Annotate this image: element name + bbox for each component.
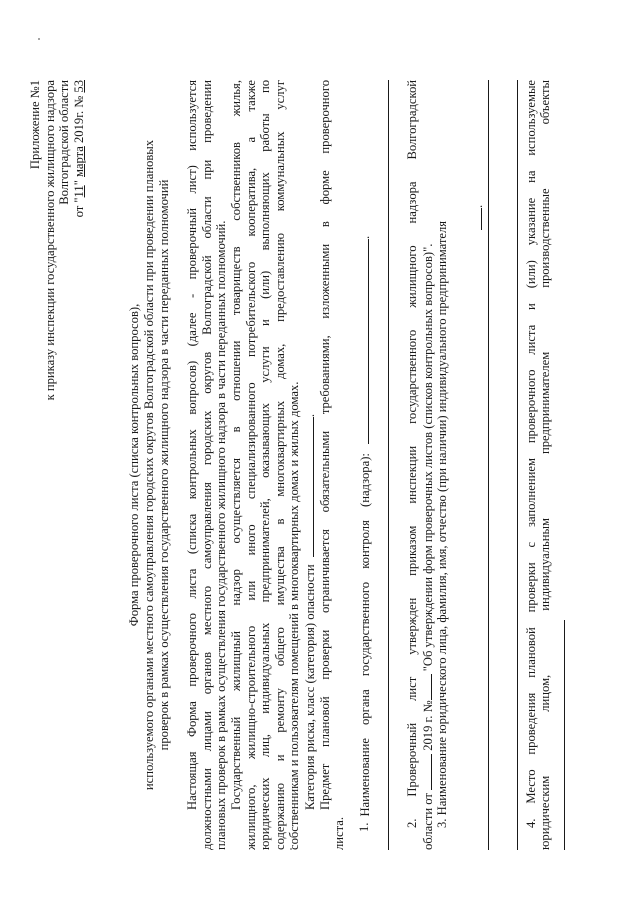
risk-category-label: Категория риска, класс (категория) опасности [302,564,317,810]
scope-line-4: содержанию и ремонту общего имущества в многоквартирных домах, предоставлению коммунальных услуг [272,80,287,850]
item-3-number: 3. [435,818,450,828]
date-prefix: от " [71,197,86,218]
item-2-order-title: "Об утверждении форм проверочных листов (списков контрольных вопросов)". [420,243,435,672]
item-1-number: 1. [356,822,371,832]
date-year: 2019г. № [71,92,86,147]
subject-line-2: листа. [332,816,347,850]
date-month: марта [71,146,86,177]
date-day: 11 [71,185,86,198]
item-4-line-1 [524,80,539,828]
item-1-body: Наименование органа государственного контроля (надзора): . [357,235,372,817]
item-2-date-label: области от [420,793,435,850]
risk-category-row: Категория риска, класс (категория) опасности . [302,414,317,810]
item-4-line-2: юридическим лицом, индивидуальным предпринимателем производственные объекты [538,80,553,850]
item-2 [405,80,420,850]
risk-category-field[interactable] [302,417,314,557]
approval-number-field[interactable] [420,674,432,700]
item-1-answer-rule [388,80,389,850]
subject-line-1: Предмет плановой проверки ограничивается обязательными требованиями, изложенными в форме проверочного [317,80,332,810]
form-title [127,80,171,850]
title-line-2: используемого органами местного самоуправления городских округов Волгоградской области при проведении плановых [141,139,156,791]
item-3-answer-rule-2 [517,80,518,850]
intro-line-1: Настоящая Форма проверочного листа (списка контрольных вопросов) (далее - проверочный лист) используется [185,80,200,810]
appendix-date [72,80,87,850]
approval-date-field[interactable] [420,754,432,790]
appendix-order-ref: к приказу инспекции государственного жилищного надзора [42,80,57,401]
scope-line-5: собственникам и пользователям помещений в многоквартирных домах и жилых домах. [287,381,302,850]
subject-paragraph [318,80,347,850]
intro-line-2: должностными лицами органов местного самоуправления городских округов Волгоградской области при проведении [199,80,214,850]
item-2-text: Проверочный лист утвержден приказом инспекции государственного жилищного надзора Волгоградской [405,79,420,797]
appendix-title: Приложение №1 [28,80,42,170]
item-2-line-1 [405,80,420,828]
document-content: Приложение №1 к приказу инспекции государственного жилищного надзора Волгоградской области от "11" марта 2019г. № 53 Форма проверочного листа (списка контрольных вопросов), используемого органами местного самоуправления городских округов Волгоградской области при проведении плановых проверок в рамках осуществления государственного жилищного надзора в части переданных полномочий Настоящая Форма проверочного листа (списка контрольных вопросов) (далее - проверочный лист) используется должностными лицами органов местного самоуправления городских округов Волгоградской области при проведении плановых проверок в рамках осуществления государственного жилищного надзора в части переданных полномочий. Государственный жилищный надзор осуществляется в отношении товариществ собственников жилья, жилищного, жилищно-строительного или иного специализированного потребительского кооператива, а также юридических лиц, индивидуальных предпринимателей, оказывающих услуги и (или) выполняющих работы по содержанию и ремонту общего имущества в многоквартирных домах, предоставлению коммунальных услуг собственникам и пользователям помещений в многоквартирных домах и жилых домах. Категория риска, класс (категория) опасности . Предмет плановой проверки ограничивается обязательными требованиями, изложенными в форме проверочного листа. 1. Наименование органа государственного контроля (надзора): . 2. Проверочный лист утвержден приказом инспекции государственного жилищного надзора Волгоградской области от 2019 г. № "Об утверждении форм проверочных листов (списков контрольных вопросов)". 3. Наименование юридического лица, фамилия, имя, отчество (при наличии) индивидуального предпринимателя . 4. Место проведения плановой проверки с заполнением проверочного листа и (или) указание на используемые юридическим лицом, индивидуальным предпринимателем производственные объекты [28,80,568,850]
intro-line-3: плановых проверок в рамках осуществления государственного жилищного надзора в части переданных полномочий. [214,220,229,850]
scope-paragraph [229,80,302,850]
item-2-year-label: 2019 г. № [420,700,435,751]
scope-line-2: жилищного, жилищно-строительного или иного специализированного потребительского кооператива, а также [243,80,258,850]
item-4-number: 4. [523,818,538,828]
appendix-header [28,80,86,850]
title-line-3: проверок в рамках осуществления государственного жилищного надзора в части переданных полномочий [156,179,171,751]
scope-line-1: Государственный жилищный надзор осуществляется в отношении товариществ собственников жилья, [228,80,243,810]
item-3-text: Наименование юридического лица, фамилия, имя, отчество (при наличии) индивидуального предпринимателя [435,220,450,816]
appendix-region: Волгоградской области [57,80,72,205]
entity-name-field-end[interactable] [470,208,482,230]
intro-paragraph [185,80,229,850]
item-4 [524,80,539,850]
item-2-continued [420,80,436,850]
item-1-text: Наименование органа государственного контроля (надзора): [357,453,372,817]
order-number: 53 [71,80,86,93]
item-2-number: 2. [405,818,420,828]
date-mid: " [71,177,86,186]
title-line-1: Форма проверочного листа (списка контрольных вопросов), [127,303,142,627]
scope-line-3: юридических лиц, индивидуальных предпринимателей, оказывающих услуги и (или) выполняющих работы по [258,80,273,850]
item-4-text: Место проведения плановой проверки с заполнением проверочного листа и (или) указание на используемые [523,80,538,804]
inspection-place-field[interactable] [553,620,565,850]
item-1 [357,80,373,850]
control-body-name-field[interactable] [357,239,369,444]
item-3 [435,80,450,850]
